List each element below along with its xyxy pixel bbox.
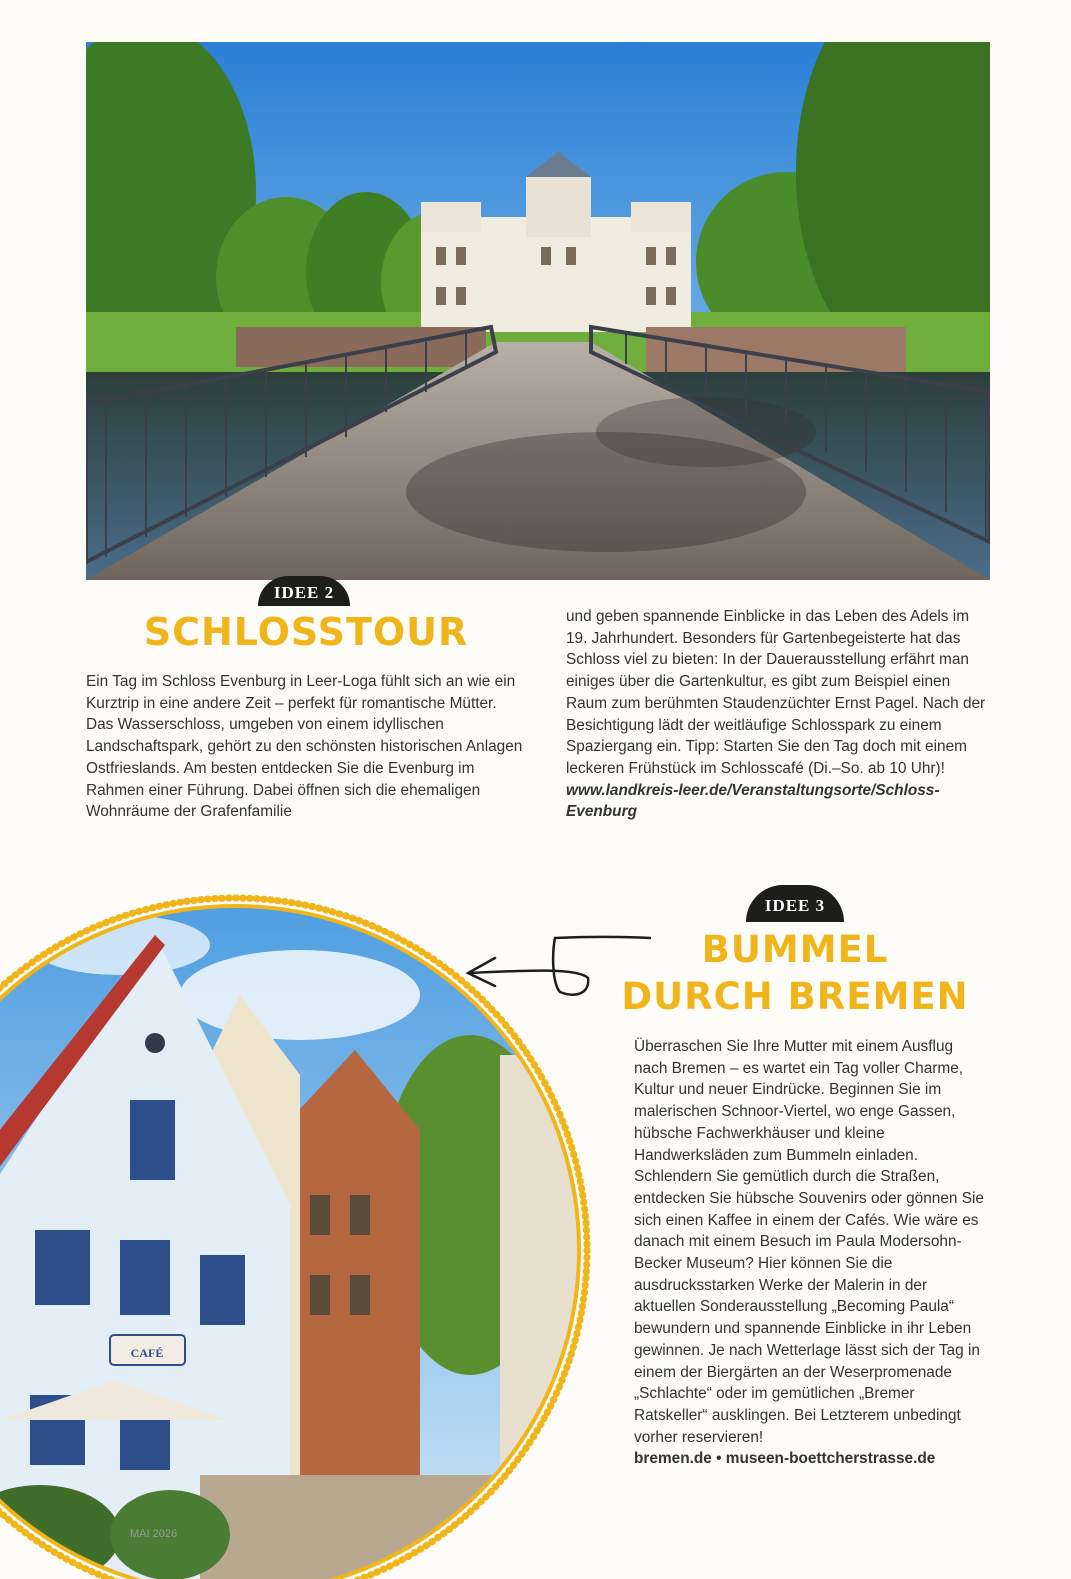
schlosstour-headline: SCHLOSSTOUR xyxy=(143,610,469,654)
idee-2-badge: IDEE 2 xyxy=(258,576,350,606)
bremen-headline-line-1: BUMMEL xyxy=(701,928,889,971)
idee-3-badge: IDEE 3 xyxy=(746,885,844,922)
landkreis-leer-link[interactable]: www.landkreis-leer.de/Veranstaltungsorte/Schloss-Evenburg xyxy=(566,781,940,821)
idee-3-text xyxy=(634,1036,990,1470)
idee-2-text-col1 xyxy=(86,671,526,823)
bremen-headline xyxy=(620,926,970,1020)
bremen-links[interactable]: bremen.de • museen-boettcherstrasse.de xyxy=(634,1450,936,1468)
page-footer: MAI 2026 xyxy=(130,1528,178,1540)
idee-2-text-col2 xyxy=(566,606,989,823)
idee-3-paragraph: Überraschen Sie Ihre Mutter mit einem Ausflug nach Bremen – es wartet ein Tag voller Charme, Kultur und neuer Eindrücke. Beginnen Sie im malerischen Schnoor-Viertel, wo enge Gassen, hübsche Fachwerkhäuser und kleine Handwerksläden zum Bummeln einladen. Schlendern Sie gemütlich durch die Straßen, entdecken Sie hübsche Souvenirs oder gönnen Sie sich einen Kaffee in einem der Cafés. Wie wäre es danach mit einem Besuch im Paula Modersohn-Becker Museum? Hier können Sie die ausdrucksstarken Werke der Malerin in der aktuellen Sonderausstellung „Becoming Paula“ bewundern und spannende Einblicke in ihr Leben gewinnen. Je nach Wetterlage lässt sich der Tag in einem der Biergärten an der Weserpromenade „Schlachte“ oder im gemütlichen „Bremer Ratskeller“ ausklingen. Bei Letzterem unbedingt vorher reservieren! xyxy=(634,1038,984,1446)
cafe-sign: CAFÉ xyxy=(130,1346,164,1360)
idee-2-paragraph-1: Ein Tag im Schloss Evenburg in Leer-Loga fühlt sich an wie ein Kurztrip in eine andere Zeit – perfekt für romantische Mütter. Das Wasserschloss, umgeben von einem idyllischen Landschaftspark, gehört zu den schönsten historischen Anlagen Ostfrieslands. Am besten entdecken Sie die Evenburg im Rahmen einer Führung. Dabei öffnen sich die ehemaligen Wohnräume der Grafenfamilie xyxy=(86,673,523,821)
bremen-headline-line-2: DURCH BREMEN xyxy=(621,975,969,1018)
idee-2-paragraph-2-text: und geben spannende Einblicke in das Leben des Adels im 19. Jahrhundert. Besonders für Gartenbegeisterte hat das Schloss viel zu bieten: In der Dauerausstellung erfährt man einiges über die Gartenkultur, es gibt zum Beispiel einen Raum zum berühmten Staudenzüchter Ernst Pagel. Nach der Besichtigung lädt der weitläufige Schlosspark zu einem Spaziergang ein. Tipp: Starten Sie den Tag doch mit einem leckeren Frühstück im Schlosscafé (Di.–So. ab 10 Uhr)! xyxy=(566,608,986,777)
idee-2-paragraph-2 xyxy=(566,606,989,823)
schloss-evenburg-photo xyxy=(86,42,990,580)
